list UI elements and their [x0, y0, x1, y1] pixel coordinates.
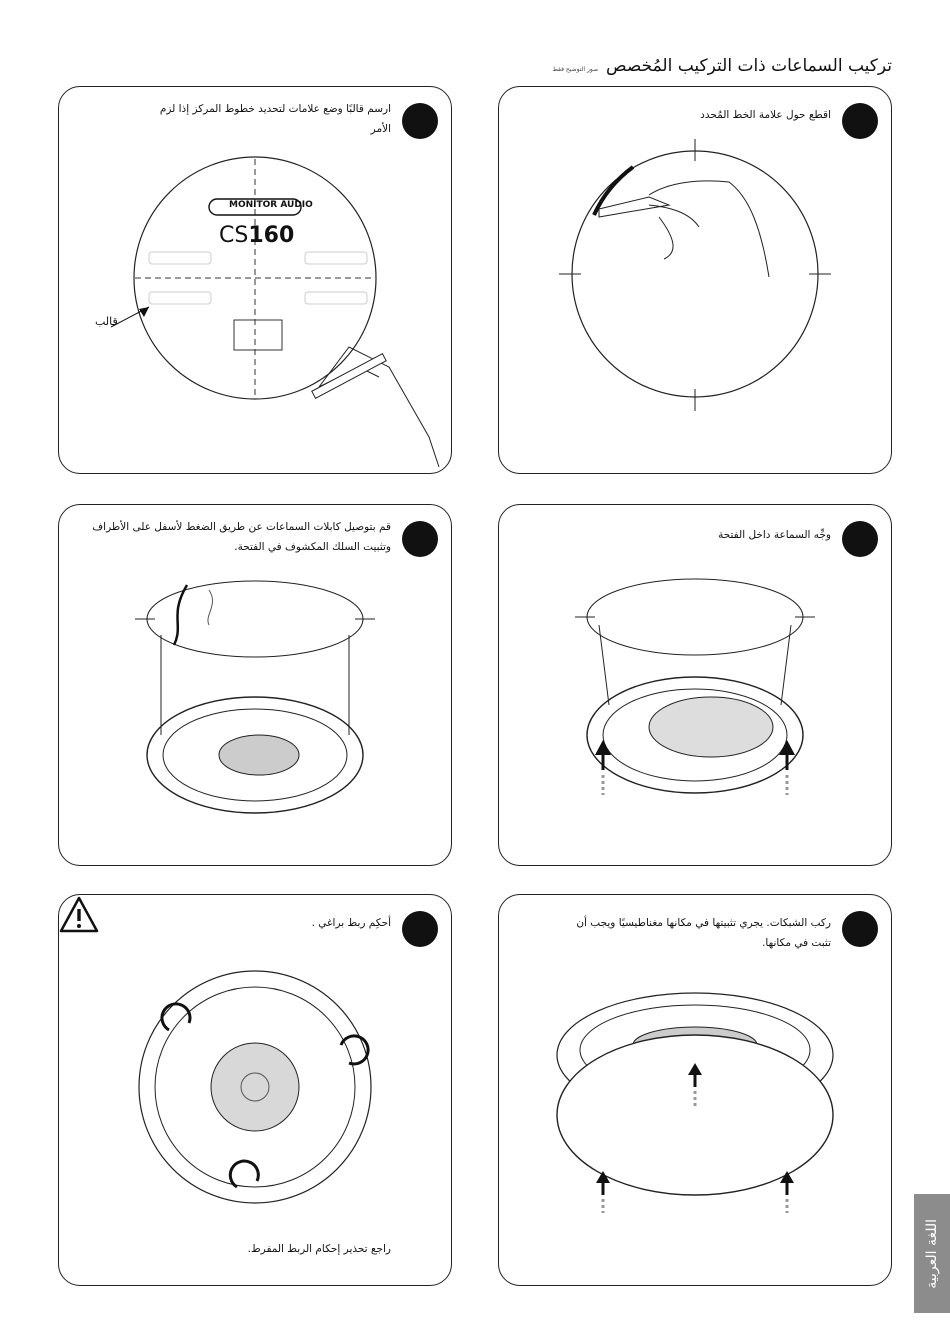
step-text-line1: ركب الشبكات. يجري تثبيتها في مكانها مغناطيسيًا ويجب أن [576, 917, 831, 929]
tighten-illustration [59, 895, 451, 1285]
step-text-line2: وتثبيت السلك المكشوف في الفتحة. [234, 541, 391, 553]
model-label [219, 223, 294, 248]
step-panel-insert [498, 504, 892, 866]
page-title [552, 56, 892, 76]
step-panel-template [58, 86, 452, 474]
step-text-line2: الأمر [370, 123, 391, 135]
step-text: أحكِم ربط براغي . [311, 917, 391, 929]
wiring-illustration [59, 505, 451, 865]
cut-illustration [499, 87, 891, 473]
step-text-line1: ارسم قالبًا وضع علامات لتحديد خطوط المركز إذا لزم [159, 103, 391, 115]
language-side-tab [914, 1194, 950, 1313]
step-panel-tighten [58, 894, 452, 1286]
language-label: اللغة العربية [924, 1218, 940, 1289]
insert-illustration [499, 505, 891, 865]
model-prefix: CS [219, 223, 249, 248]
step-text-line2: تثبت في مكانها. [762, 937, 831, 949]
warning-icon [59, 895, 99, 935]
template-label: قالب [95, 315, 118, 328]
step-text: اقطع حول علامة الخط المُحدد [700, 109, 831, 121]
step-panel-cut [498, 86, 892, 474]
step-text-line1: قم بتوصيل كابلات السماعات عن طريق الضغط لأسفل على الأطراف [92, 521, 391, 533]
model-number: 160 [248, 223, 295, 248]
page-title-main: تركيب السماعات ذات التركيب المُخصص [606, 56, 892, 76]
step-text: وجِّه السماعة داخل الفتحة [718, 529, 831, 541]
page-title-note: صور التوضيح فقط [552, 66, 599, 73]
brand-logo-text: MONITOR AUDIO [229, 200, 313, 210]
grille-illustration [499, 895, 891, 1285]
step-panel-wiring [58, 504, 452, 866]
warning-text: راجع تحذير إحكام الربط المفرط. [247, 1243, 391, 1255]
template-illustration [59, 87, 451, 473]
step-panel-grille [498, 894, 892, 1286]
